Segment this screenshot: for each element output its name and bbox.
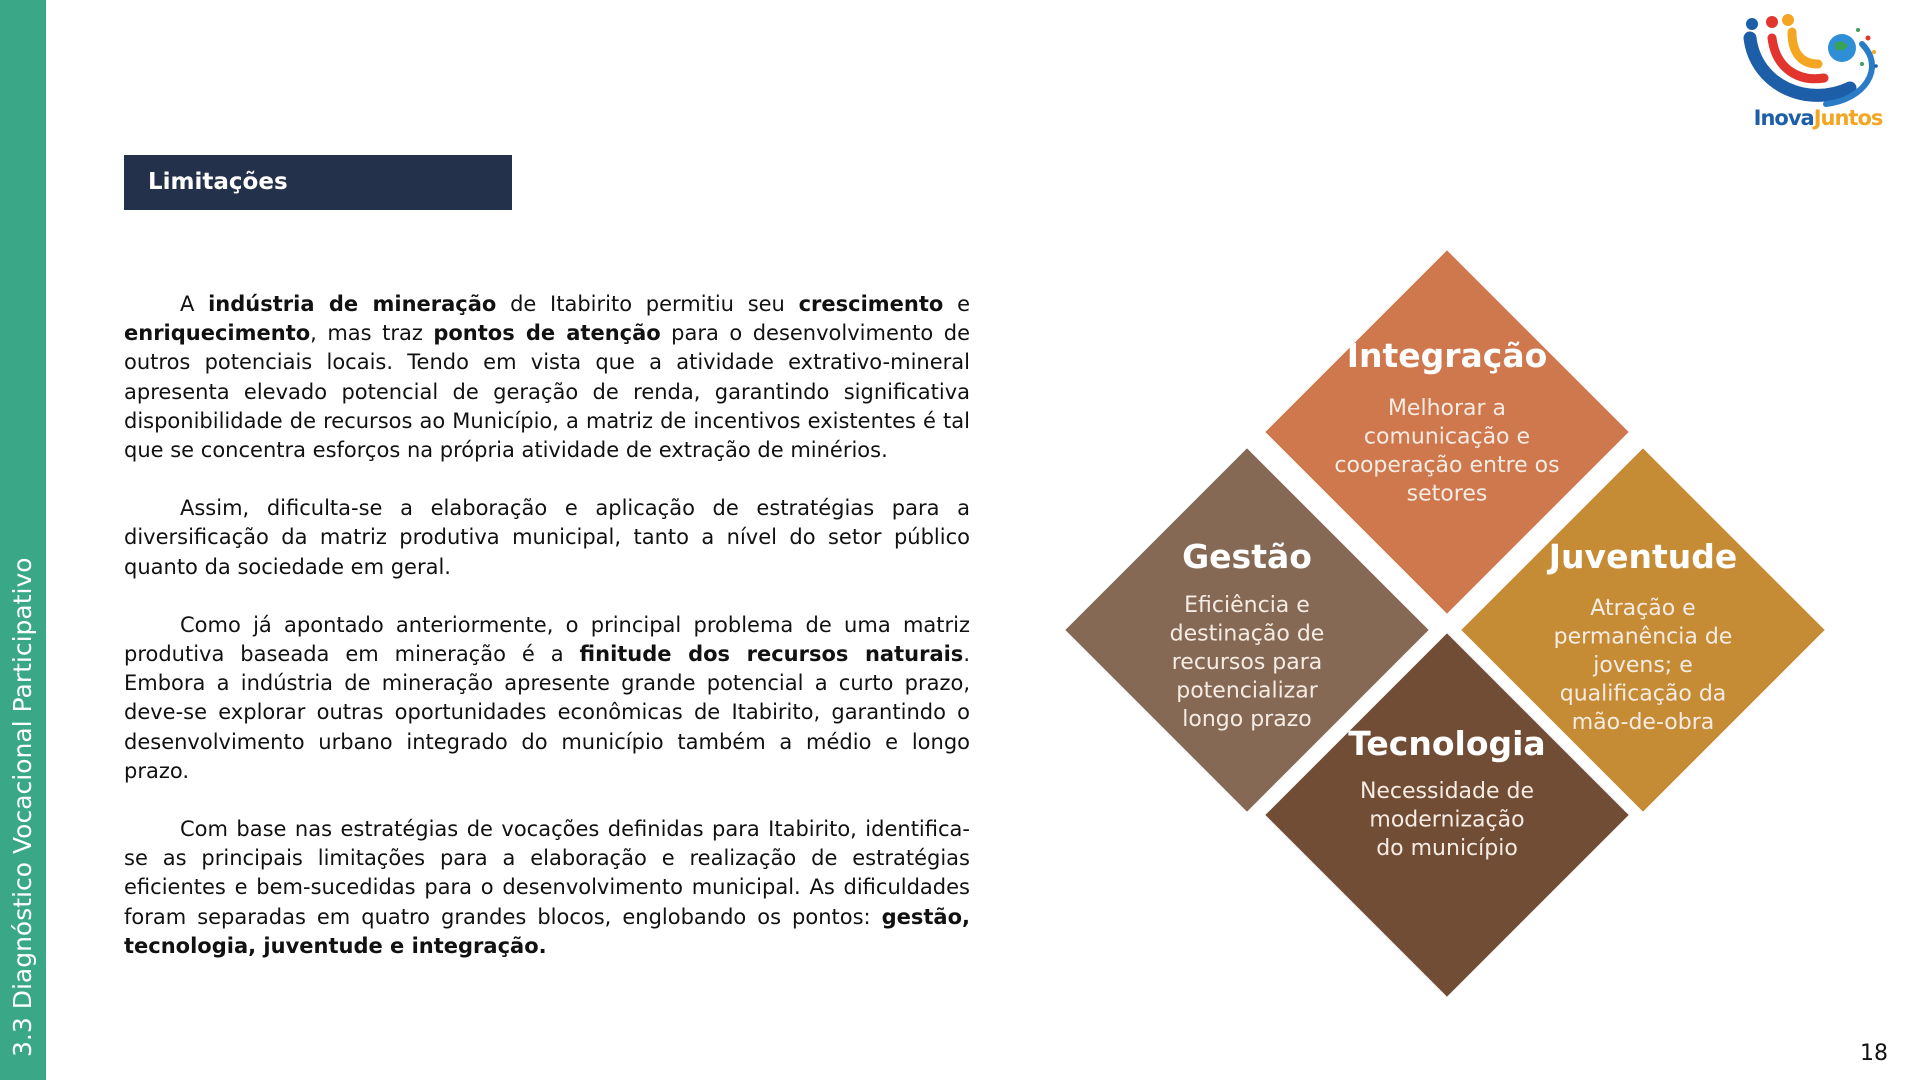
diamond-text-gestao: potencializar <box>1176 678 1318 704</box>
diamond-text-integracao: Melhorar a <box>1387 396 1507 421</box>
paragraph <box>124 611 970 786</box>
diamond-text-juventude: Atração e <box>1590 596 1696 621</box>
paragraph <box>124 494 970 582</box>
diamond-text-integracao: cooperação entre os <box>1334 453 1560 478</box>
inovajuntos-logo <box>1738 8 1898 138</box>
diamond-text-juventude: permanência de <box>1553 624 1733 650</box>
bold-text: pontos de atenção <box>433 321 661 346</box>
diamond-text-gestao: destinação de <box>1169 621 1325 647</box>
bold-text: finitude dos recursos naturais <box>579 642 964 667</box>
diamond-text-integracao: comunicação e <box>1363 424 1531 450</box>
logo-word-2: Juntos <box>1813 106 1883 130</box>
text-run: Como já apontado anteriormente, o principal problema de uma matriz produtiva baseada em mineração é a <box>124 612 970 667</box>
diamond-text-tecnologia: Necessidade de <box>1359 779 1535 804</box>
text-run: para o desenvolvimento de outros potenciais locais. Tendo em vista que a atividade extrativo-mineral apresenta elevado potencial de geração de renda, garantindo significativa disponibilidade de recursos ao Município, a matriz de incentivos existentes é tal que se concentra esforços na própria atividade de extração de minérios. <box>124 321 970 463</box>
diamond-title-tecnologia: Tecnologia <box>1348 724 1546 763</box>
bold-text: enriquecimento <box>124 321 311 346</box>
text-run: e <box>943 292 970 316</box>
diamond-text-gestao: recursos para <box>1171 650 1323 675</box>
diamond-text-juventude: jovens; e <box>1593 653 1693 678</box>
diamond-text-integracao: setores <box>1406 481 1488 507</box>
diamond-text-juventude: mão-de-obra <box>1571 710 1715 735</box>
diamond-title-gestao: Gestão <box>1182 537 1312 576</box>
bold-text: gestão, tecnologia, juventude e integração. <box>124 904 970 958</box>
text-run: . Embora a indústria de mineração apresente grande potencial a curto prazo, deve-se explorar outras oportunidades econômicas de Itabirito, garantindo o desenvolvimento urbano integrado do município também a médio e longo prazo. <box>124 642 970 783</box>
bold-text: crescimento <box>798 292 944 316</box>
diamond-text-tecnologia: do município <box>1376 836 1518 861</box>
diamond-title-integracao: Integração <box>1346 336 1548 375</box>
diamond-title-juventude: Juventude <box>1548 537 1738 576</box>
diamond-text-gestao: longo prazo <box>1182 707 1312 732</box>
text-run: Com base nas estratégias de vocações definidas para Itabirito, identifica-se as principais limitações para a elaboração e realização de estratégias eficientes e bem-sucedidas para o desenvolvimento municipal. As dificuldades foram separadas em quatro grandes blocos, englobando os pontos: <box>124 817 970 929</box>
section-header <box>124 155 512 210</box>
paragraph <box>124 815 970 961</box>
diamond-text-gestao: Eficiência e <box>1184 593 1310 618</box>
diamond-diagram <box>1050 245 1850 1005</box>
limitations-diagram <box>1050 245 1850 1005</box>
section-header-title: Limitações <box>148 169 288 195</box>
sidebar <box>0 0 46 1080</box>
section-title: 3.3 Diagnóstico Vocacional Participativo <box>8 557 37 1057</box>
body-text <box>124 290 970 990</box>
paragraph <box>124 290 970 465</box>
text-run: , mas traz <box>310 321 434 346</box>
text-run: A <box>180 292 209 316</box>
diamond-text-tecnologia: modernização <box>1369 807 1525 833</box>
page-number: 18 <box>1860 1041 1888 1066</box>
text-run: de Itabirito permitiu seu <box>496 292 799 316</box>
logo-word-1: Inova <box>1753 106 1814 130</box>
bold-text: indústria de mineração <box>208 292 497 316</box>
diamond-text-juventude: qualificação da <box>1559 681 1727 707</box>
text-run: Assim, dificulta-se a elaboração e aplicação de estratégias para a diversificação da matriz produtiva municipal, tanto a nível do setor público quanto da sociedade em geral. <box>124 496 970 579</box>
logo-wordmark <box>1738 106 1898 130</box>
